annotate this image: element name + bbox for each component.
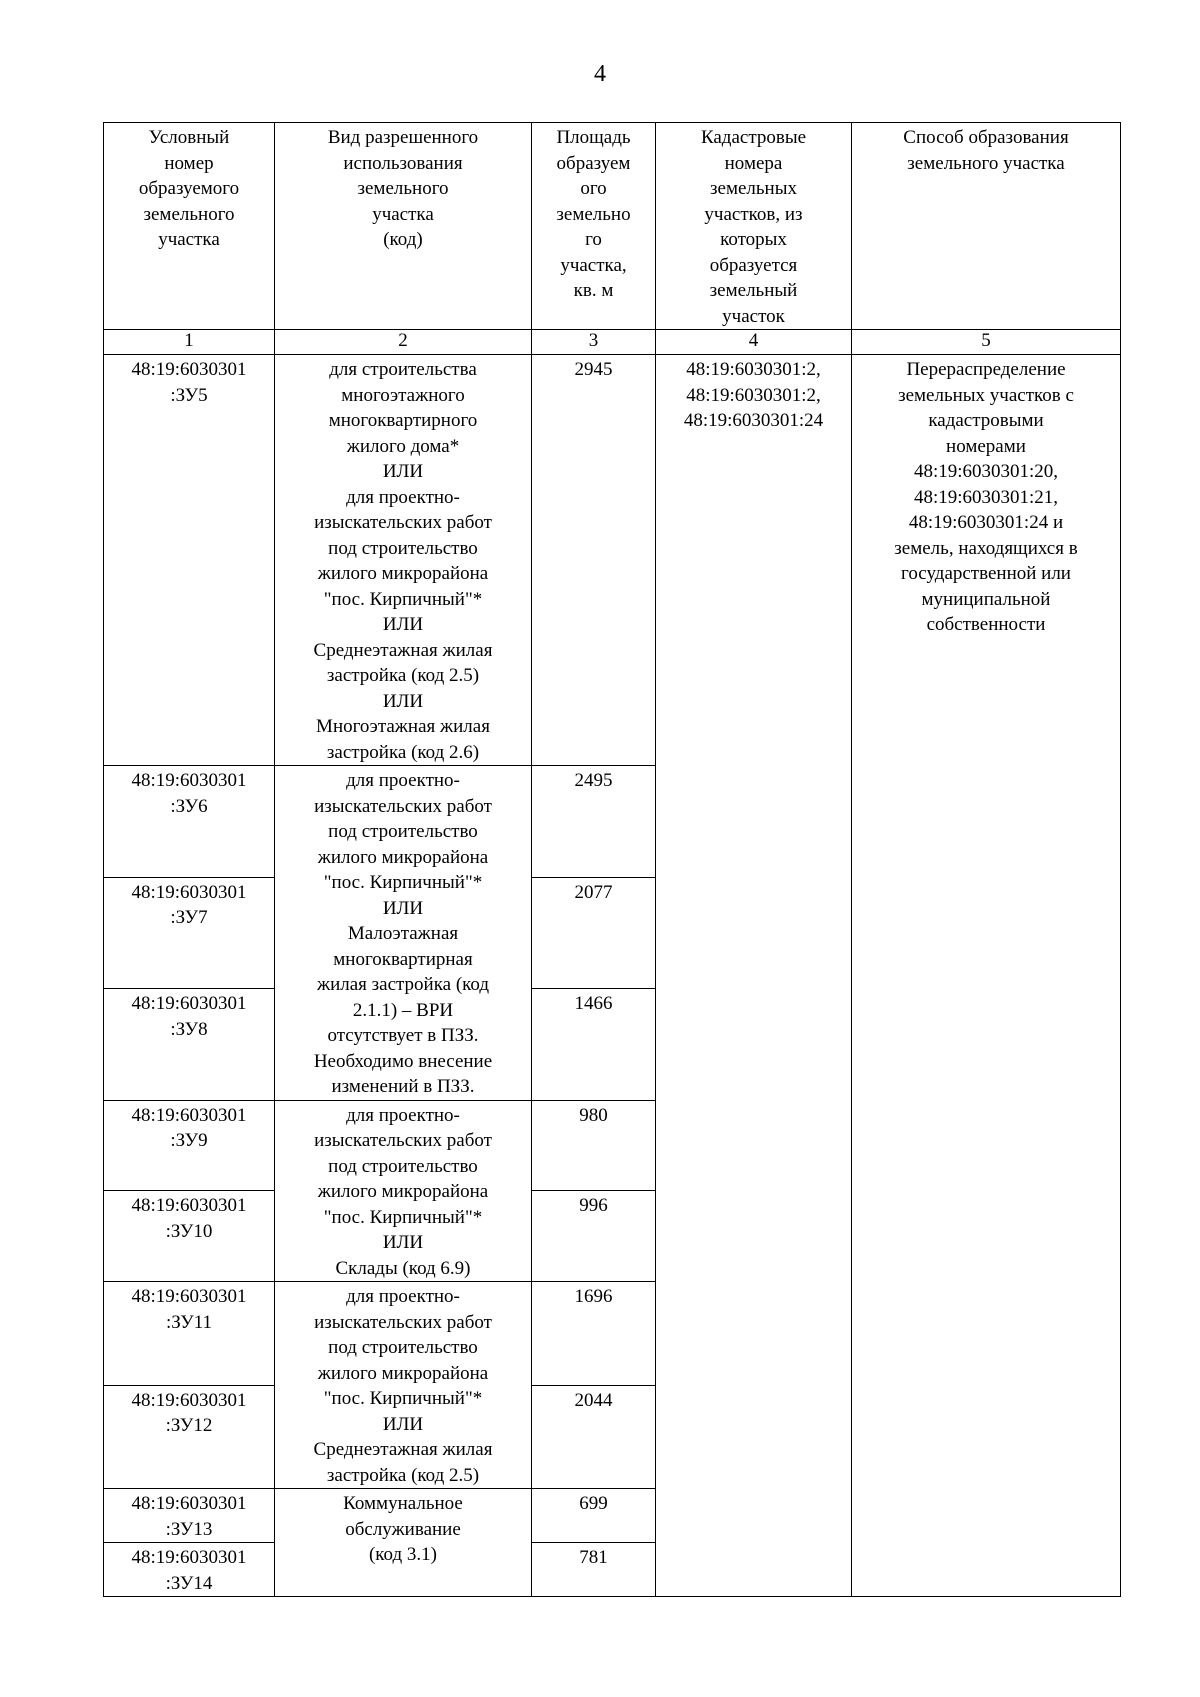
land-parcels-table xyxy=(103,122,1121,1597)
column-number: 2 xyxy=(275,330,532,355)
column-header-area: Площадь образуем ого земельно го участка, кв. м xyxy=(532,123,656,330)
page-number: 4 xyxy=(594,61,606,87)
parcel-area: 2044 xyxy=(532,1385,656,1489)
parcel-area: 1696 xyxy=(532,1282,656,1386)
permitted-use: для проектно- изыскательских работ под строительство жилого микрорайона "пос. Кирпичный"* ИЛИ Склады (код 6.9) xyxy=(275,1100,532,1282)
source-cadastral-numbers: 48:19:6030301:2, 48:19:6030301:2, 48:19:6030301:24 xyxy=(656,355,852,1597)
parcel-area: 996 xyxy=(532,1191,656,1282)
parcel-area: 2495 xyxy=(532,766,656,878)
table-row xyxy=(104,355,1121,766)
parcel-number: 48:19:6030301 :ЗУ6 xyxy=(104,766,275,878)
column-number: 4 xyxy=(656,330,852,355)
permitted-use: для проектно- изыскательских работ под строительство жилого микрорайона "пос. Кирпичный"* ИЛИ Малоэтажная многоквартирная жилая застройка (код 2.1.1) – ВРИ отсутствует в ПЗЗ. Необходимо внесение изменений в ПЗЗ. xyxy=(275,766,532,1101)
parcel-number: 48:19:6030301 :ЗУ7 xyxy=(104,877,275,989)
parcel-area: 1466 xyxy=(532,989,656,1101)
header-row xyxy=(104,123,1121,330)
column-number-row xyxy=(104,330,1121,355)
parcel-area: 2077 xyxy=(532,877,656,989)
parcel-number: 48:19:6030301 :ЗУ13 xyxy=(104,1489,275,1543)
parcel-number: 48:19:6030301 :ЗУ5 xyxy=(104,355,275,766)
column-number: 3 xyxy=(532,330,656,355)
parcel-area: 2945 xyxy=(532,355,656,766)
permitted-use: для строительства многоэтажного многоквартирного жилого дома* ИЛИ для проектно- изыскательских работ под строительство жилого микрорайона "пос. Кирпичный"* ИЛИ Среднеэтажная жилая застройка (код 2.5) ИЛИ Многоэтажная жилая застройка (код 2.6) xyxy=(275,355,532,766)
permitted-use: Коммунальное обслуживание (код 3.1) xyxy=(275,1489,532,1597)
column-header-parcel-number: Условный номер образуемого земельного участка xyxy=(104,123,275,330)
parcel-area: 699 xyxy=(532,1489,656,1543)
parcel-area: 980 xyxy=(532,1100,656,1191)
formation-method: Перераспределение земельных участков с кадастровыми номерами 48:19:6030301:20, 48:19:6030301:21, 48:19:6030301:24 и земель, находящихся в государственной или муниципальной собственности xyxy=(852,355,1121,1597)
permitted-use: для проектно- изыскательских работ под строительство жилого микрорайона "пос. Кирпичный"* ИЛИ Среднеэтажная жилая застройка (код 2.5) xyxy=(275,1282,532,1489)
parcel-number: 48:19:6030301 :ЗУ8 xyxy=(104,989,275,1101)
column-header-cadastral-numbers: Кадастровые номера земельных участков, из которых образуется земельный участок xyxy=(656,123,852,330)
parcel-number: 48:19:6030301 :ЗУ11 xyxy=(104,1282,275,1386)
parcel-number: 48:19:6030301 :ЗУ14 xyxy=(104,1543,275,1597)
parcel-number: 48:19:6030301 :ЗУ12 xyxy=(104,1385,275,1489)
parcel-number: 48:19:6030301 :ЗУ9 xyxy=(104,1100,275,1191)
parcel-number: 48:19:6030301 :ЗУ10 xyxy=(104,1191,275,1282)
column-number: 1 xyxy=(104,330,275,355)
parcel-area: 781 xyxy=(532,1543,656,1597)
column-header-formation-method: Способ образования земельного участка xyxy=(852,123,1121,330)
column-header-permitted-use: Вид разрешенного использования земельного участка (код) xyxy=(275,123,532,330)
column-number: 5 xyxy=(852,330,1121,355)
